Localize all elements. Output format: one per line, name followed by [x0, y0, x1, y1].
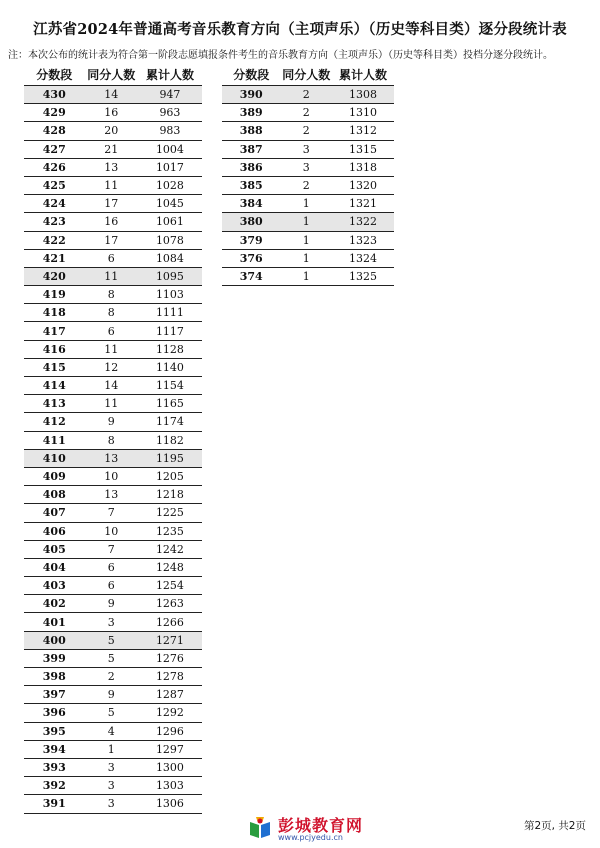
score-cell: 388	[239, 124, 263, 138]
cumulative-cell: 1195	[155, 451, 184, 465]
table-row	[24, 359, 202, 377]
count-cell: 13	[104, 160, 119, 174]
score-cell: 391	[42, 797, 66, 811]
count-cell: 3	[107, 615, 115, 629]
table-row	[24, 159, 202, 177]
note-text: 注：本次公布的统计表为符合第一阶段志愿填报条件考生的音乐教育方向（主项声乐）（历史等科目类）投档分逐分段统计。	[8, 50, 553, 61]
table-row	[222, 232, 394, 250]
score-cell: 424	[42, 197, 66, 211]
table-body	[24, 85, 202, 814]
score-cell: 417	[42, 324, 66, 338]
score-cell: 416	[42, 342, 66, 356]
cumulative-cell: 1117	[155, 324, 184, 338]
count-cell: 17	[104, 197, 119, 211]
table-row	[24, 250, 202, 268]
score-cell: 376	[239, 251, 263, 265]
cumulative-cell: 1095	[155, 269, 184, 283]
table-row	[222, 141, 394, 159]
count-cell: 11	[104, 269, 119, 283]
table-row	[24, 759, 202, 777]
page-title: 江苏省2024年普通高考音乐教育方向（主项声乐）（历史等科目类）逐分段统计表	[33, 21, 567, 38]
cumulative-cell: 1045	[155, 197, 184, 211]
table-row	[24, 177, 202, 195]
header-score: 分数段	[36, 67, 73, 82]
score-cell: 390	[239, 88, 263, 102]
count-cell: 1	[302, 251, 310, 265]
score-cell: 409	[42, 470, 66, 484]
table-row	[24, 141, 202, 159]
book-logo-icon	[248, 816, 272, 840]
table-row	[222, 195, 394, 213]
table-row	[24, 632, 202, 650]
count-cell: 6	[107, 560, 115, 574]
count-cell: 9	[107, 597, 115, 611]
count-cell: 1	[107, 742, 115, 756]
count-cell: 6	[107, 324, 115, 338]
table-row	[24, 122, 202, 140]
count-cell: 3	[107, 797, 115, 811]
cumulative-cell: 1111	[155, 306, 184, 320]
count-cell: 2	[302, 106, 310, 120]
count-cell: 14	[104, 379, 119, 393]
cumulative-cell: 1315	[349, 142, 378, 156]
count-cell: 14	[104, 88, 119, 102]
cumulative-cell: 1128	[155, 342, 184, 356]
table-row	[24, 468, 202, 486]
score-cell: 392	[42, 779, 66, 793]
score-cell: 420	[42, 269, 66, 283]
header-score: 分数段	[233, 67, 270, 82]
cumulative-cell: 1266	[155, 615, 184, 629]
count-cell: 8	[107, 433, 115, 447]
table-row	[24, 304, 202, 322]
cumulative-cell: 1242	[155, 542, 184, 556]
table-row	[24, 195, 202, 213]
count-cell: 11	[104, 179, 119, 193]
score-cell: 411	[42, 433, 66, 447]
score-table-right	[222, 63, 394, 286]
score-cell: 425	[42, 179, 66, 193]
table-row	[24, 704, 202, 722]
cumulative-cell: 1078	[155, 233, 184, 247]
table-row	[24, 650, 202, 668]
count-cell: 1	[302, 269, 310, 283]
logo-url: www.pcjyedu.cn	[278, 833, 343, 842]
table-row	[24, 723, 202, 741]
score-cell: 430	[42, 88, 66, 102]
table-row	[222, 213, 394, 231]
count-cell: 10	[104, 524, 119, 538]
cumulative-cell: 1235	[155, 524, 184, 538]
count-cell: 1	[302, 197, 310, 211]
count-cell: 7	[107, 506, 115, 520]
count-cell: 1	[302, 215, 310, 229]
score-cell: 412	[42, 415, 66, 429]
score-cell: 399	[42, 651, 66, 665]
table-header	[222, 63, 394, 85]
table-row	[222, 86, 394, 104]
cumulative-cell: 1318	[349, 160, 378, 174]
cumulative-cell: 1218	[155, 488, 184, 502]
score-cell: 387	[239, 142, 263, 156]
score-cell: 415	[42, 360, 66, 374]
table-row	[222, 122, 394, 140]
score-cell: 408	[42, 488, 66, 502]
table-row	[24, 613, 202, 631]
cumulative-cell: 1182	[155, 433, 184, 447]
table-row	[24, 322, 202, 340]
cumulative-cell: 1287	[155, 688, 184, 702]
table-row	[24, 559, 202, 577]
header-count: 同分人数	[87, 67, 136, 82]
table-row	[24, 286, 202, 304]
score-cell: 426	[42, 160, 66, 174]
count-cell: 20	[104, 124, 119, 138]
score-cell: 423	[42, 215, 66, 229]
logo-name: 彭城教育网	[278, 816, 364, 835]
table-row	[222, 159, 394, 177]
cumulative-cell: 1323	[349, 233, 378, 247]
score-cell: 410	[42, 451, 66, 465]
table-row	[24, 268, 202, 286]
table-row	[24, 432, 202, 450]
count-cell: 3	[107, 761, 115, 775]
cumulative-cell: 1325	[349, 269, 378, 283]
count-cell: 8	[107, 288, 115, 302]
score-cell: 384	[239, 197, 263, 211]
count-cell: 5	[107, 651, 115, 665]
cumulative-cell: 1312	[349, 124, 378, 138]
count-cell: 11	[104, 342, 119, 356]
cumulative-cell: 1320	[349, 179, 378, 193]
score-cell: 393	[42, 761, 66, 775]
score-cell: 401	[42, 615, 66, 629]
cumulative-cell: 1225	[155, 506, 184, 520]
count-cell: 16	[104, 215, 119, 229]
count-cell: 5	[107, 706, 115, 720]
count-cell: 2	[302, 88, 310, 102]
cumulative-cell: 1276	[155, 651, 184, 665]
count-cell: 21	[104, 142, 119, 156]
score-cell: 421	[42, 251, 66, 265]
cumulative-cell: 1028	[155, 179, 184, 193]
count-cell: 7	[107, 542, 115, 556]
table-body	[222, 85, 394, 286]
table-row	[24, 504, 202, 522]
score-cell: 374	[239, 269, 263, 283]
cumulative-cell: 1154	[155, 379, 184, 393]
score-cell: 404	[42, 560, 66, 574]
score-cell: 385	[239, 179, 263, 193]
count-cell: 5	[107, 633, 115, 647]
count-cell: 16	[104, 106, 119, 120]
cumulative-cell: 963	[159, 106, 181, 120]
count-cell: 9	[107, 415, 115, 429]
site-logo[interactable]	[248, 812, 388, 846]
table-header	[24, 63, 202, 85]
score-cell: 396	[42, 706, 66, 720]
table-row	[222, 250, 394, 268]
cumulative-cell: 1321	[349, 197, 378, 211]
score-cell: 428	[42, 124, 66, 138]
count-cell: 10	[104, 470, 119, 484]
cumulative-cell: 1278	[155, 670, 184, 684]
cumulative-cell: 1140	[155, 360, 184, 374]
score-cell: 418	[42, 306, 66, 320]
table-row	[24, 577, 202, 595]
score-cell: 405	[42, 542, 66, 556]
count-cell: 8	[107, 306, 115, 320]
cumulative-cell: 1300	[155, 761, 184, 775]
count-cell: 12	[104, 360, 119, 374]
cumulative-cell: 1324	[349, 251, 378, 265]
table-row	[24, 795, 202, 813]
cumulative-cell: 1306	[155, 797, 184, 811]
cumulative-cell: 1084	[155, 251, 184, 265]
cumulative-cell: 1292	[155, 706, 184, 720]
cumulative-cell: 1322	[349, 215, 378, 229]
cumulative-cell: 947	[159, 88, 181, 102]
cumulative-cell: 1061	[155, 215, 184, 229]
header-cumulative: 累计人数	[145, 67, 194, 82]
table-row	[24, 668, 202, 686]
cumulative-cell: 1205	[155, 470, 184, 484]
score-cell: 419	[42, 288, 66, 302]
cumulative-cell: 1254	[155, 579, 184, 593]
score-cell: 386	[239, 160, 263, 174]
count-cell: 6	[107, 251, 115, 265]
cumulative-cell: 1017	[155, 160, 184, 174]
cumulative-cell: 1248	[155, 560, 184, 574]
table-row	[24, 213, 202, 231]
score-cell: 414	[42, 379, 66, 393]
table-row	[24, 595, 202, 613]
score-cell: 395	[42, 724, 66, 738]
score-cell: 429	[42, 106, 66, 120]
score-cell: 422	[42, 233, 66, 247]
table-row	[24, 686, 202, 704]
score-table-left	[24, 63, 202, 814]
score-cell: 413	[42, 397, 66, 411]
cumulative-cell: 1271	[155, 633, 184, 647]
count-cell: 3	[302, 142, 310, 156]
table-row	[24, 86, 202, 104]
cumulative-cell: 1103	[155, 288, 184, 302]
score-cell: 398	[42, 670, 66, 684]
table-row	[24, 486, 202, 504]
table-row	[24, 104, 202, 122]
cumulative-cell: 1174	[155, 415, 184, 429]
table-row	[24, 541, 202, 559]
score-cell: 397	[42, 688, 66, 702]
cumulative-cell: 1165	[155, 397, 184, 411]
count-cell: 13	[104, 451, 119, 465]
score-cell: 407	[42, 506, 66, 520]
cumulative-cell: 1303	[155, 779, 184, 793]
cumulative-cell: 1310	[349, 106, 378, 120]
score-cell: 406	[42, 524, 66, 538]
count-cell: 3	[107, 779, 115, 793]
count-cell: 9	[107, 688, 115, 702]
score-cell: 400	[42, 633, 66, 647]
count-cell: 2	[107, 670, 115, 684]
header-cumulative: 累计人数	[339, 67, 388, 82]
cumulative-cell: 1296	[155, 724, 184, 738]
count-cell: 6	[107, 579, 115, 593]
header-count: 同分人数	[282, 67, 331, 82]
score-cell: 380	[239, 215, 263, 229]
cumulative-cell: 1004	[155, 142, 184, 156]
table-row	[24, 450, 202, 468]
score-cell: 379	[239, 233, 263, 247]
page-indicator: 第2页, 共2页	[523, 820, 586, 832]
table-row	[24, 523, 202, 541]
score-cell: 389	[239, 106, 263, 120]
table-row	[24, 341, 202, 359]
table-row	[24, 232, 202, 250]
table-row	[24, 741, 202, 759]
cumulative-cell: 1308	[349, 88, 378, 102]
table-row	[24, 777, 202, 795]
table-row	[222, 104, 394, 122]
table-row	[24, 377, 202, 395]
score-cell: 394	[42, 742, 66, 756]
table-row	[24, 395, 202, 413]
cumulative-cell: 1263	[155, 597, 184, 611]
count-cell: 3	[302, 160, 310, 174]
count-cell: 17	[104, 233, 119, 247]
count-cell: 2	[302, 124, 310, 138]
table-row	[222, 177, 394, 195]
cumulative-cell: 1297	[155, 742, 184, 756]
table-row	[24, 413, 202, 431]
count-cell: 13	[104, 488, 119, 502]
count-cell: 1	[302, 233, 310, 247]
count-cell: 4	[107, 724, 115, 738]
cumulative-cell: 983	[159, 124, 181, 138]
table-row	[222, 268, 394, 286]
score-cell: 403	[42, 579, 66, 593]
score-cell: 427	[42, 142, 66, 156]
count-cell: 2	[302, 179, 310, 193]
count-cell: 11	[104, 397, 119, 411]
score-cell: 402	[42, 597, 66, 611]
